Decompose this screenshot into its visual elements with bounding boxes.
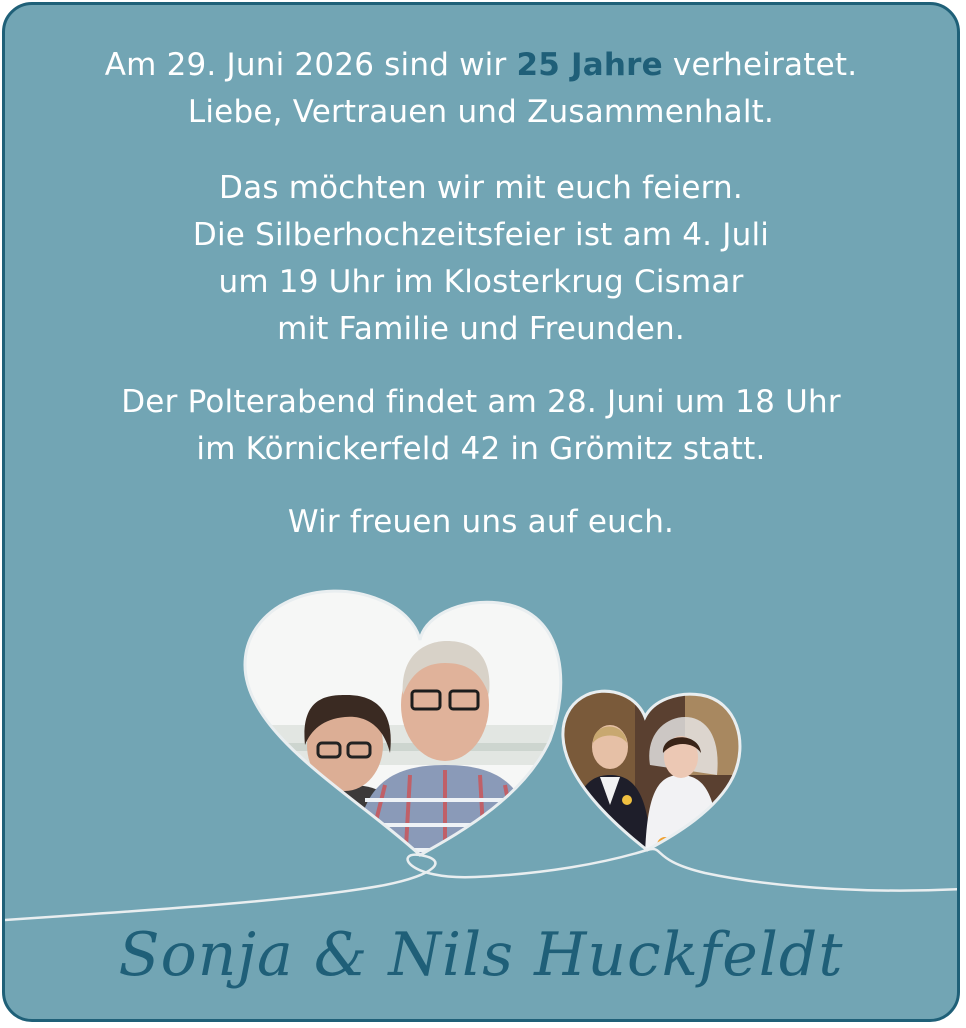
anniversary-text-start: Am 29. Juni 2026 sind wir [104,47,517,83]
celebration-line-3: um 19 Uhr im Klosterkrug Cismar [218,264,744,300]
small-heart-photo [555,685,755,855]
years-highlight: 25 Jahre [516,47,663,83]
celebration-line-1: Das möchten wir mit euch feiern. [219,170,743,206]
signature: Sonja & Nils Huckfeldt [118,920,844,990]
announcement-card [2,2,960,1022]
polterabend-line-2: im Körnickerfeld 42 in Grömitz statt. [196,431,766,467]
hearts-artwork [5,5,960,1022]
celebration-line-2: Die Silberhochzeitsfeier ist am 4. Juli [192,217,770,253]
values-line: Liebe, Vertrauen und Zusammenhalt. [187,94,775,130]
celebration-line-4: mit Familie und Freunden. [277,311,685,347]
anniversary-text-end: verheiratet. [662,47,858,83]
large-heart-photo [235,585,575,865]
polterabend-line-1: Der Polterabend findet am 28. Juni um 18 Uhr [121,384,841,420]
closing-line: Wir freuen uns auf euch. [287,504,675,540]
